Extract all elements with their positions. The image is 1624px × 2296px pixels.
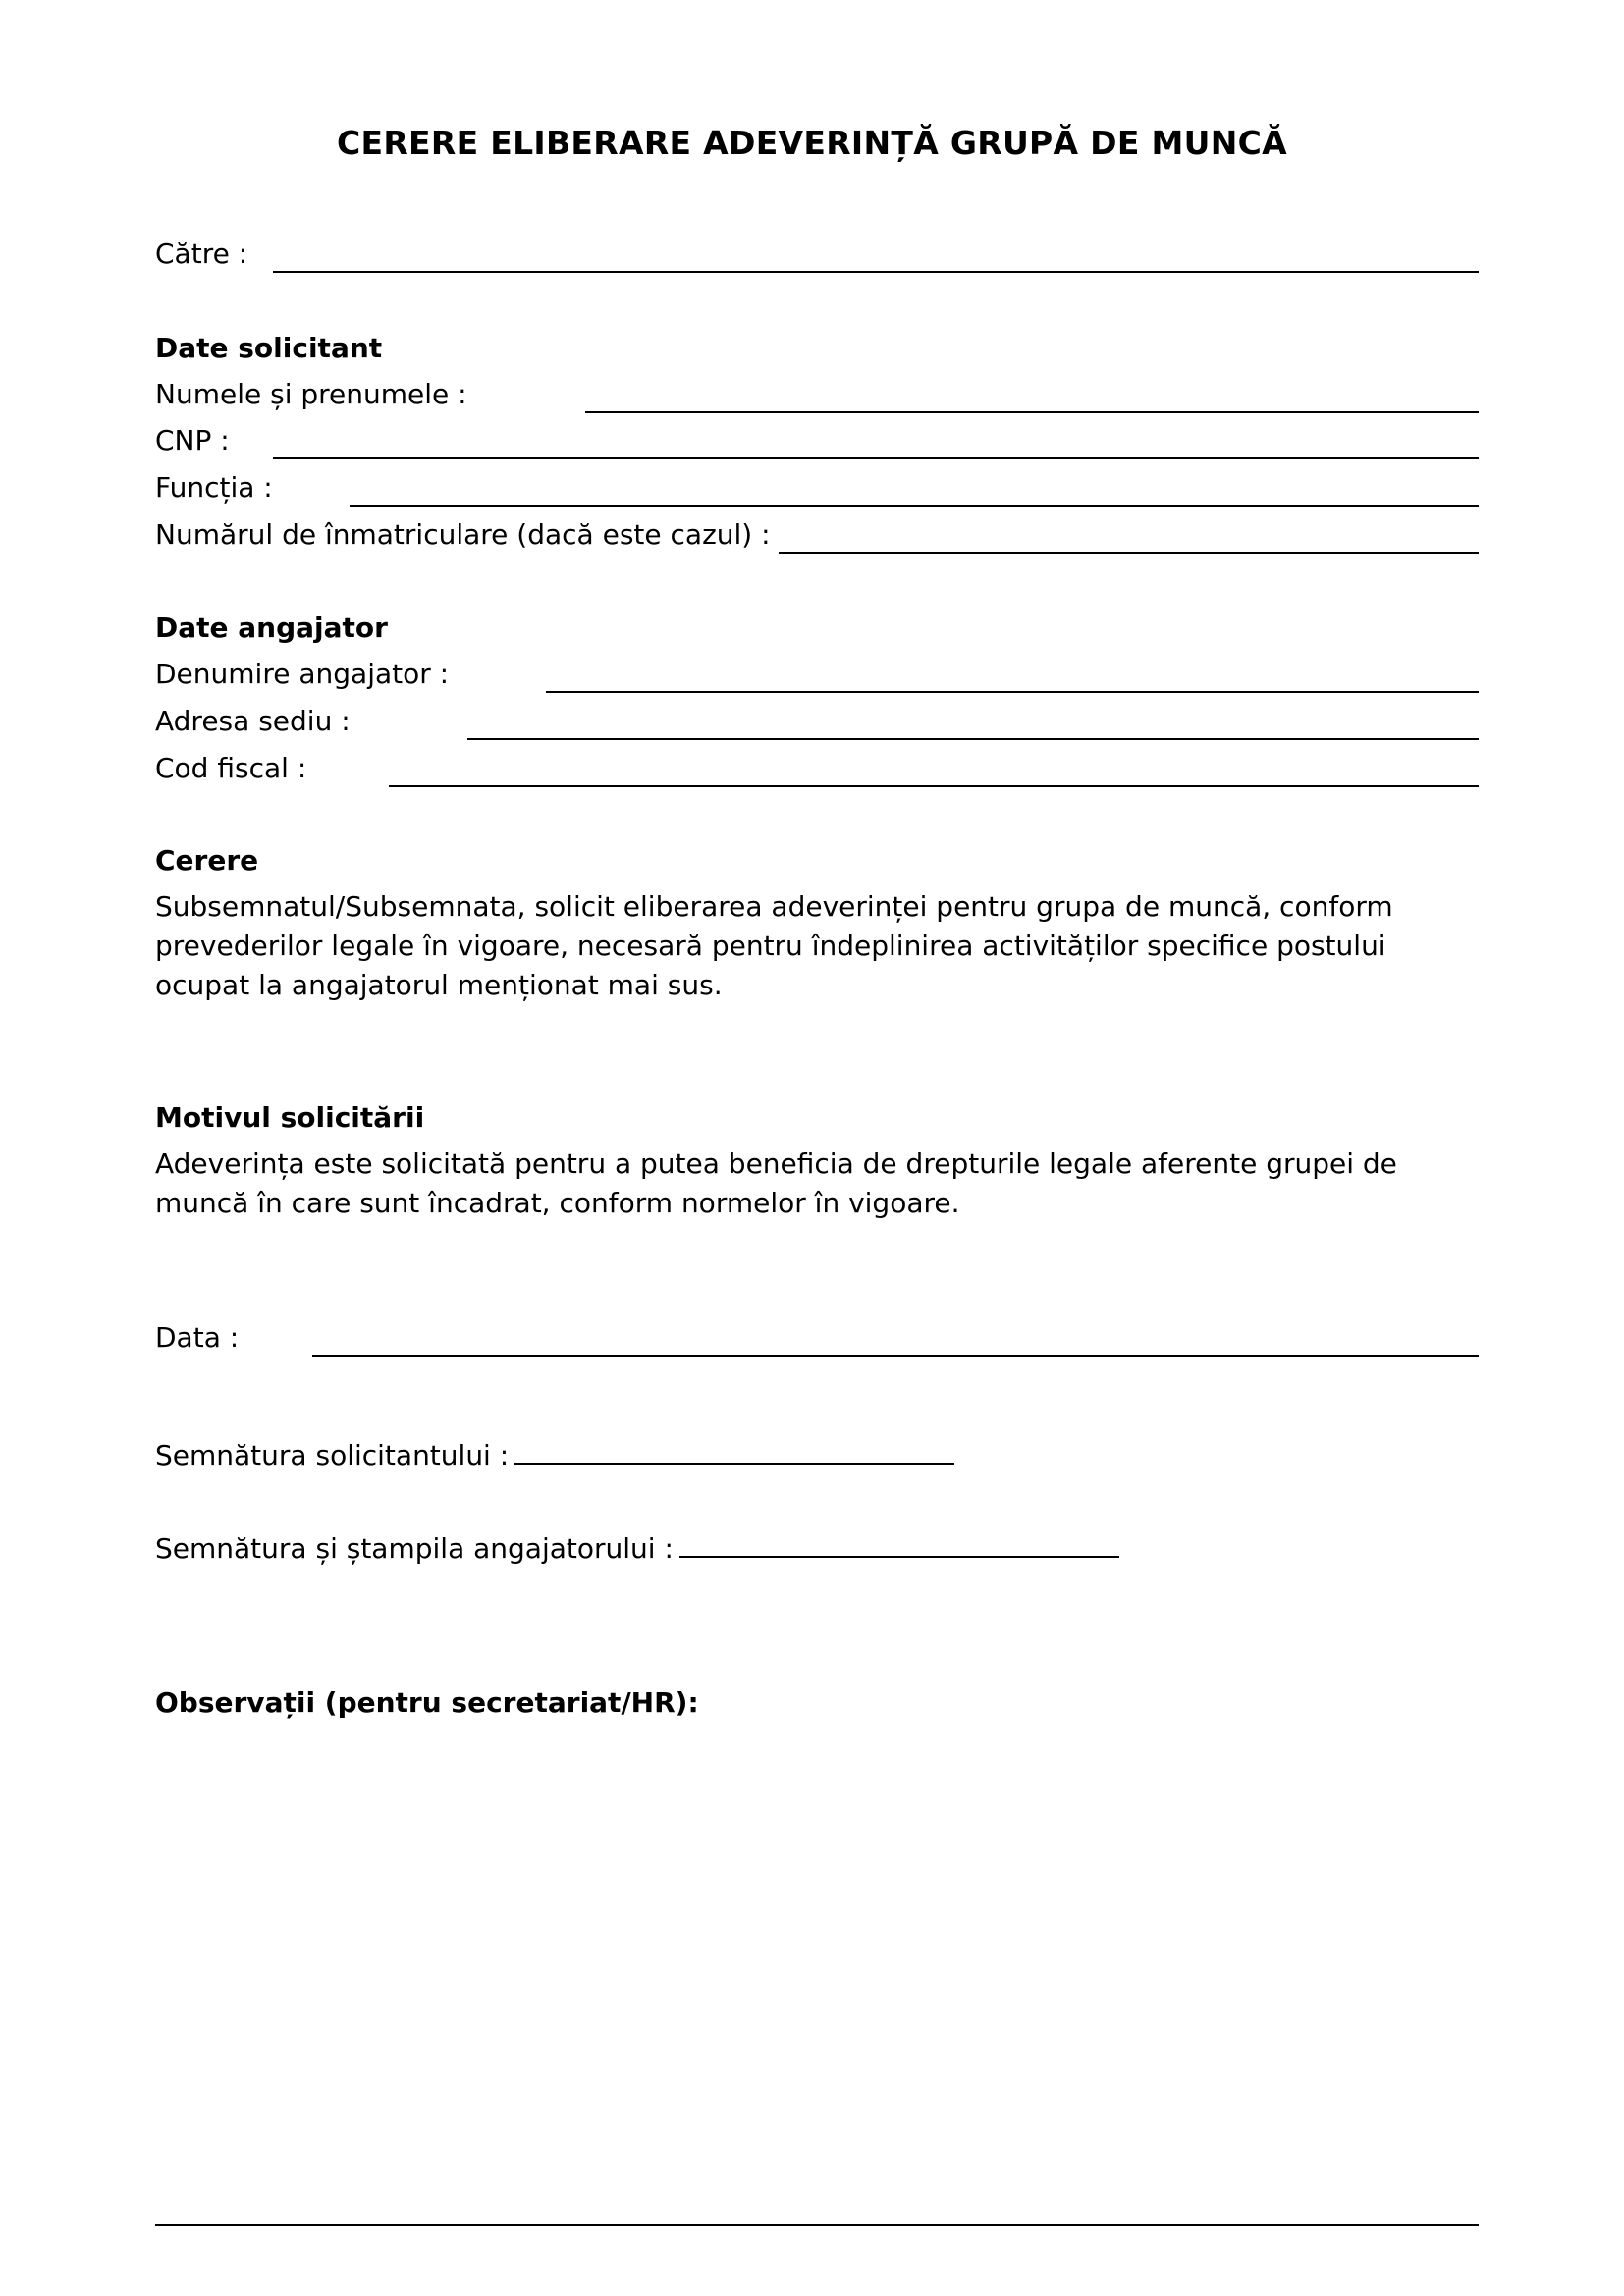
employer-address-field-line[interactable]: [467, 738, 1479, 740]
employer-name-label: Denumire angajator :: [155, 658, 450, 690]
solicitant-heading: Date solicitant: [155, 332, 383, 364]
cnp-label: CNP :: [155, 424, 230, 456]
date-label: Data :: [155, 1321, 240, 1354]
bottom-divider: [155, 2224, 1479, 2226]
applicant-signature-label: Semnătura solicitantului :: [155, 1439, 510, 1471]
cnp-field-line[interactable]: [273, 457, 1479, 459]
employer-address-label: Adresa sediu :: [155, 705, 351, 737]
name-label: Numele și prenumele :: [155, 378, 467, 410]
reason-text: Adeverința este solicitată pentru a putea beneficia de drepturile legale aferente grupei de muncă în care sunt încadrat, conform normelor în vigoare.: [155, 1148, 1397, 1219]
request-text: Subsemnatul/Subsemnata, solicit eliberarea adeverinței pentru grupa de muncă, conform prevederilor legale în vigoare, necesară pentru îndeplinirea activităților specifice postului ocupat la angajatorul menționat mai sus.: [155, 890, 1393, 1001]
fiscal-code-label: Cod fiscal :: [155, 752, 307, 784]
employer-signature-line[interactable]: [679, 1530, 1119, 1558]
observations-heading: Observații (pentru secretariat/HR):: [155, 1686, 699, 1719]
employer-heading: Date angajator: [155, 612, 388, 644]
catre-label: Către :: [155, 238, 248, 270]
employer-name-field-line[interactable]: [546, 691, 1479, 693]
request-heading: Cerere: [155, 844, 259, 877]
date-field-line[interactable]: [312, 1355, 1479, 1357]
registration-field-line[interactable]: [779, 552, 1479, 554]
function-field-line[interactable]: [350, 505, 1479, 507]
fiscal-code-field-line[interactable]: [389, 785, 1479, 787]
catre-field-line[interactable]: [273, 271, 1479, 273]
name-field-line[interactable]: [585, 411, 1479, 413]
applicant-signature-line[interactable]: [514, 1437, 954, 1465]
function-label: Funcția :: [155, 471, 273, 504]
reason-heading: Motivul solicitării: [155, 1101, 425, 1134]
registration-label: Numărul de înmatriculare (dacă este cazul) :: [155, 518, 771, 551]
employer-signature-label: Semnătura și ștampila angajatorului :: [155, 1532, 674, 1565]
employer-signature-row: [155, 1530, 1119, 1566]
applicant-signature-row: [155, 1437, 954, 1472]
document-title: CERERE ELIBERARE ADEVERINȚĂ GRUPĂ DE MUNCĂ: [336, 124, 1288, 162]
